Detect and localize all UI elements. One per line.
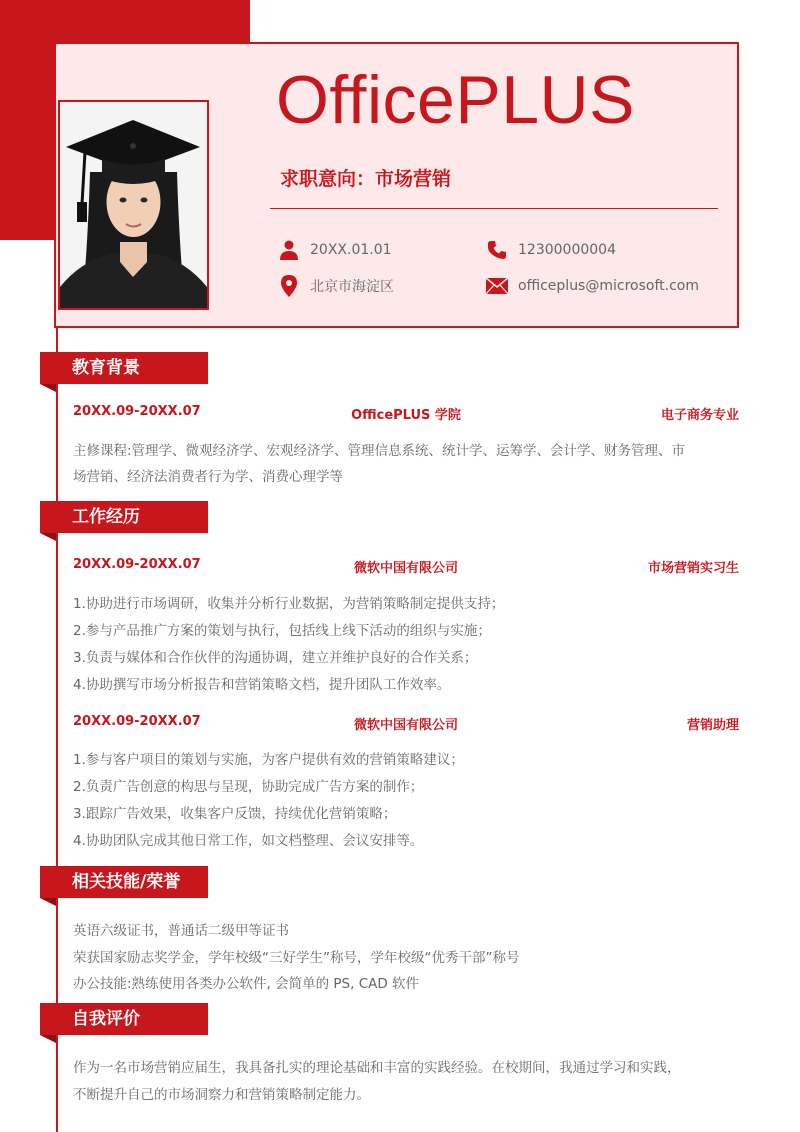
location-pin-icon (278, 275, 300, 297)
education-period: 20XX.09-20XX.07 (73, 404, 201, 419)
header-fold (40, 384, 56, 392)
contact-birth (278, 239, 392, 261)
contact-email (486, 275, 699, 297)
phone-icon (486, 239, 508, 261)
job-duty-line: 4.协助撰写市场分析报告和营销策略文档，提升团队工作效率。 (73, 677, 451, 693)
envelope-icon (486, 275, 508, 297)
job-duty-line: 1.协助进行市场调研，收集并分析行业数据，为营销策略制定提供支持； (73, 596, 505, 612)
education-courses-line: 主修课程:管理学、微观经济学、宏观经济学、管理信息系统、统计学、运筹学、会计学、财务管理、市 (73, 443, 686, 459)
contact-email-text: officeplus@microsoft.com (518, 278, 699, 294)
skills-line: 荣获国家励志奖学金，学年校级“三好学生”称号，学年校级“优秀干部”称号 (73, 950, 520, 966)
job-period: 20XX.09-20XX.07 (73, 557, 201, 572)
job-period: 20XX.09-20XX.07 (73, 714, 201, 729)
job-role: 营销助理 (686, 718, 739, 733)
job-duty-line: 4.协助团队完成其他日常工作，如文档整理、会议安排等。 (73, 833, 424, 849)
education-school: OfficePLUS 学院 (351, 408, 461, 423)
skills-line: 英语六级证书，普通话二级甲等证书 (73, 923, 289, 939)
job-duty-line: 2.参与产品推广方案的策划与执行，包括线上线下活动的组织与实施； (73, 623, 491, 639)
header-fold (40, 898, 56, 906)
section-education-title: 教育背景 (72, 358, 140, 378)
contact-phone (486, 239, 616, 261)
section-skills-title: 相关技能/荣誉 (72, 872, 181, 892)
job-company: 微软中国有限公司 (353, 718, 458, 733)
contact-birth-text: 20XX.01.01 (310, 242, 392, 258)
job-company: 微软中国有限公司 (353, 561, 458, 576)
education-major: 电子商务专业 (660, 408, 739, 423)
job-duty-line: 1.参与客户项目的策划与实施，为客户提供有效的营销策略建议； (73, 752, 464, 768)
self-eval-line: 不断提升自己的市场洞察力和营销策略制定能力。 (73, 1087, 370, 1103)
header-fold (40, 533, 56, 541)
contact-location-text: 北京市海淀区 (310, 279, 394, 295)
contact-location (278, 275, 394, 297)
job-intent: 求职意向：市场营销 (280, 168, 452, 190)
candidate-name: OfficePLUS (276, 62, 636, 138)
section-work-header (40, 501, 208, 533)
person-icon (278, 239, 300, 261)
job-row (73, 557, 739, 577)
graduate-portrait-image (60, 102, 207, 308)
job-duty-line: 2.负责广告创意的构思与呈现，协助完成广告方案的制作； (73, 779, 424, 795)
skills-line: 办公技能:熟练使用各类办公软件, 会简单的 PS, CAD 软件 (73, 976, 420, 992)
section-self-eval-title: 自我评价 (72, 1009, 140, 1029)
contact-phone-text: 12300000004 (518, 242, 616, 258)
job-role: 市场营销实习生 (647, 561, 739, 576)
section-education-header (40, 352, 208, 384)
self-eval-line: 作为一名市场营销应届生，我具备扎实的理论基础和丰富的实践经验。在校期间，我通过学习和实践， (73, 1060, 681, 1076)
section-work-title: 工作经历 (72, 507, 140, 527)
education-row (73, 404, 739, 424)
section-skills-header (40, 866, 208, 898)
header-fold (40, 1035, 56, 1043)
section-self-eval-header (40, 1003, 208, 1035)
job-duty-line: 3.负责与媒体和合作伙伴的沟通协调，建立并维护良好的合作关系； (73, 650, 478, 666)
job-row (73, 714, 739, 734)
education-courses-line: 场营销、经济法消费者行为学、消费心理学等 (73, 469, 343, 485)
job-duty-line: 3.跟踪广告效果，收集客户反馈，持续优化营销策略； (73, 806, 397, 822)
card-divider (270, 208, 718, 209)
profile-photo (58, 100, 209, 310)
